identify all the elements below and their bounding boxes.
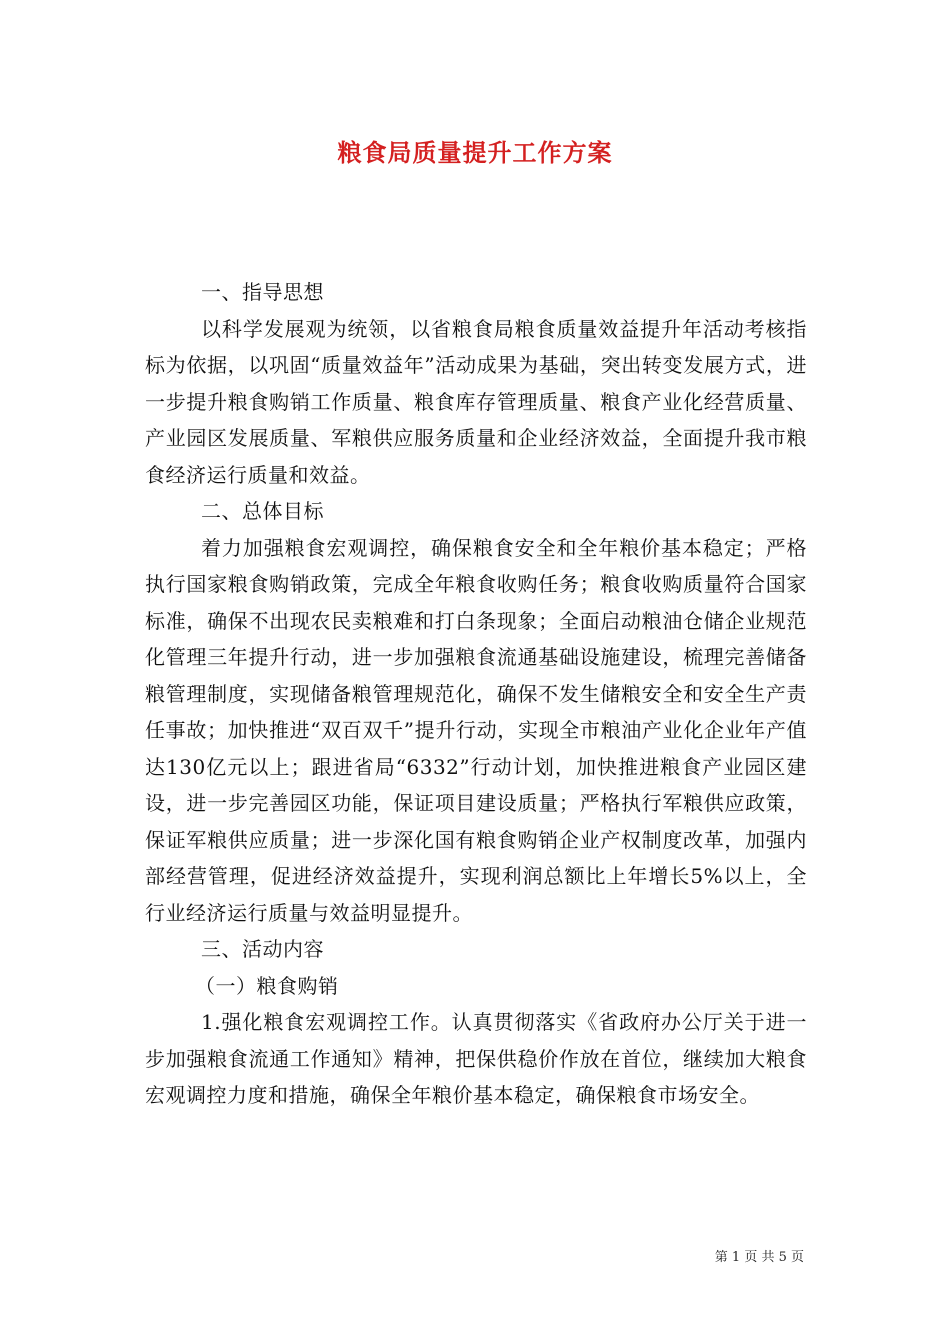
paragraph-overall-goals: 着力加强粮食宏观调控，确保粮食安全和全年粮价基本稳定；严格执行国家粮食购销政策，完成全年粮食收购任务；粮食收购质量符合国家标准，确保不出现农民卖粮难和打白条现象；全面启动粮油仓储企业规范化管理三年提升行动，进一步加强粮食流通基础设施建设，梳理完善储备粮管理制度，实现储备粮管理规范化，确保不发生储粮安全和安全生产责任事故；加快推进“双百双千”提升行动，实现全市粮油产业化企业年产值达130亿元以上；跟进省局“6332”行动计划，加快推进粮食产业园区建设，进一步完善园区功能，保证项目建设质量；严格执行军粮供应政策，保证军粮供应质量；进一步深化国有粮食购销企业产权制度改革，加强内部经营管理，促进经济效益提升，实现利润总额比上年增长5%以上，全行业经济运行质量与效益明显提升。: [145, 535, 807, 925]
section-heading-activity-content: 三、活动内容: [201, 937, 324, 961]
page-number-footer: 第 1 页 共 5 页: [714, 1250, 804, 1265]
paragraph-guiding-ideology: 以科学发展观为统领，以省粮食局粮食质量效益提升年活动考核指标为依据，以巩固“质量效益年”活动成果为基础，突出转变发展方式，进一步提升粮食购销工作质量、粮食库存管理质量、粮食产业化经营质量、产业园区发展质量、军粮供应服务质量和企业经济效益，全面提升我市粮食经济运行质量和效益。: [145, 316, 807, 487]
document-title: 粮食局质量提升工作方案: [337, 138, 613, 167]
section-heading-guiding-ideology: 一、指导思想: [201, 280, 324, 304]
subsection-heading-grain-purchase-sales: （一）粮食购销: [195, 973, 339, 998]
paragraph-macro-control: 1.强化粮食宏观调控工作。认真贯彻落实《省政府办公厅关于进一步加强粮食流通工作通知》精神，把保供稳价作放在首位，继续加大粮食宏观调控力度和措施，确保全年粮价基本稳定，确保粮食市场安全。: [145, 1010, 807, 1107]
section-heading-overall-goals: 二、总体目标: [201, 499, 324, 523]
document-body: [145, 274, 807, 1114]
